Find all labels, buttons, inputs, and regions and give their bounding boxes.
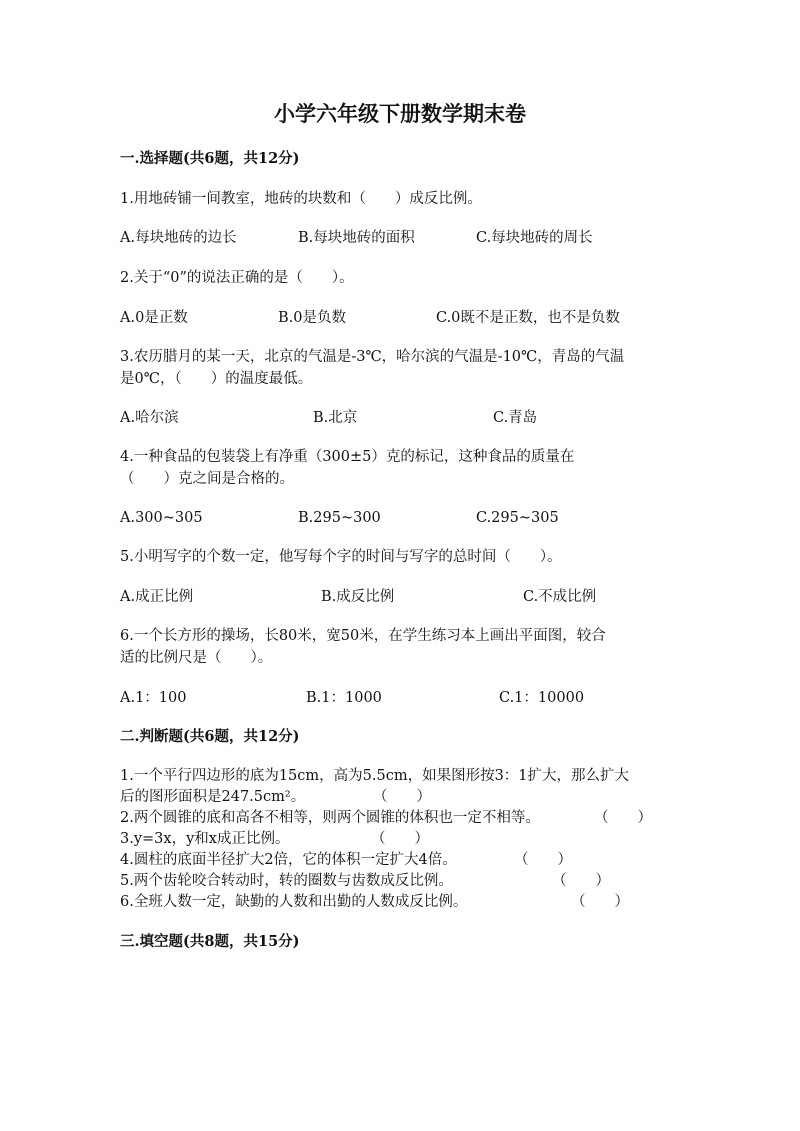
option-c: C.每块地砖的周长	[476, 230, 593, 246]
option-c: C.不成比例	[523, 589, 597, 605]
judge-item: 2.两个圆锥的底和高各不相等，则两个圆锥的体积也一定不相等。	[120, 810, 540, 826]
answer-paren: （ ）	[571, 894, 629, 910]
question-stem: 2.关于“0”的说法正确的是（ ）。	[120, 270, 354, 286]
option-a: A.300~305	[120, 510, 203, 526]
option-b: B.成反比例	[321, 589, 395, 605]
answer-paren: （ ）	[373, 789, 431, 805]
option-a: A.1：100	[120, 690, 187, 706]
option-b: B.北京	[313, 410, 358, 426]
section-heading-choice: 一.选择题(共6题，共12分)	[120, 150, 300, 167]
option-b: B.1：1000	[306, 690, 382, 706]
judge-item: 6.全班人数一定，缺勤的人数和出勤的人数成反比例。	[120, 894, 468, 910]
option-a: A.哈尔滨	[120, 410, 179, 426]
option-c: C.295~305	[476, 510, 559, 526]
question-stem-cont: 适的比例尺是（ ）。	[120, 650, 273, 666]
section-heading-judge: 二.判断题(共6题，共12分)	[120, 728, 300, 745]
option-c: C.0既不是正数，也不是负数	[436, 310, 620, 326]
question-stem: 1.用地砖铺一间教室，地砖的块数和（ ）成反比例。	[120, 191, 482, 207]
question-stem: 3.农历腊月的某一天，北京的气温是-3℃，哈尔滨的气温是-10℃，青岛的气温	[120, 349, 625, 365]
judge-item: 3.y=3x，y和x成正比例。	[120, 831, 290, 847]
question-stem-cont: （ ）克之间是合格的。	[120, 471, 294, 487]
option-c: C.青岛	[493, 410, 538, 426]
question-stem: 4.一种食品的包装袋上有净重（300±5）克的标记，这种食品的质量在	[120, 449, 575, 465]
option-a: A.0是正数	[120, 310, 188, 326]
option-a: A.每块地砖的边长	[120, 230, 237, 246]
judge-item: 1.一个平行四边形的底为15cm，高为5.5cm，如果图形按3：1扩大，那么扩大	[120, 768, 630, 784]
answer-paren: （ ）	[594, 810, 652, 826]
question-stem: 5.小明写字的个数一定，他写每个字的时间与写字的总时间（ ）。	[120, 549, 562, 565]
answer-paren: （ ）	[371, 831, 429, 847]
option-b: B.每块地砖的面积	[298, 230, 415, 246]
option-c: C.1：10000	[499, 690, 585, 706]
question-stem: 6.一个长方形的操场，长80米，宽50米，在学生练习本上画出平面图，较合	[120, 628, 606, 644]
answer-paren: （ ）	[514, 852, 572, 868]
judge-item: 5.两个齿轮咬合转动时，转的圈数与齿数成反比例。	[120, 873, 453, 889]
judge-item: 4.圆柱的底面半径扩大2倍，它的体积一定扩大4倍。	[120, 852, 457, 868]
judge-item-cont: 后的图形面积是247.5cm²。	[120, 789, 306, 805]
answer-paren: （ ）	[552, 873, 610, 889]
option-a: A.成正比例	[120, 589, 194, 605]
section-heading-fill: 三.填空题(共8题，共15分)	[120, 933, 300, 950]
question-stem-cont: 是0℃，（ ）的温度最低。	[120, 371, 313, 387]
option-b: B.0是负数	[278, 310, 346, 326]
option-b: B.295~300	[298, 510, 381, 526]
page-title: 小学六年级下册数学期末卷	[274, 101, 526, 126]
